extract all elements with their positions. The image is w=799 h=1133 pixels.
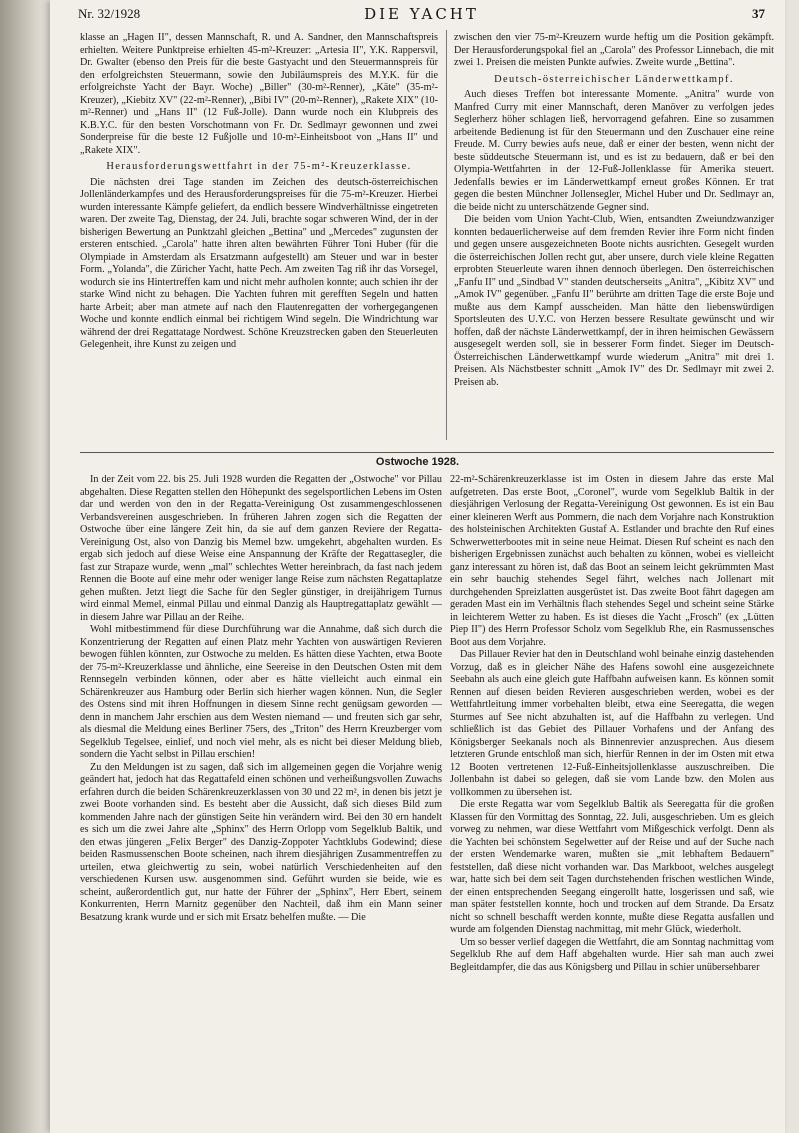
paragraph: Um so besser verlief dagegen die Wettfahrt, die am Sonntag nachmittag vom Segelklub Rhe auf dem Haff abgehalten wurde. Hier sah man auch zwei Begleitdampfer, die das aus Königsberg und Pillau in schier unübersehbarer — [450, 936, 774, 973]
section-heading: Herausforderungswettfahrt in der 75-m²-Kreuzerklasse. — [106, 161, 412, 172]
paragraph: Die beiden vom Union Yacht-Club, Wien, entsandten Zweiundzwanziger konnten bedauerlicherweise auf dem fremden Revier ihre Form nicht finden und gegen unsere ausgezeichneten Boote nichts ausrichten. Gesegelt wurden die österreichischen Jollen recht gut, aber unsere, durch viele kleine Regatten erprobten Steuerleute waren ihnen dennoch überlegen. Den österreichischen „Fanfu II" und „Sindbad V" standen deutscherseits „Anitra", „Kibitz XV" und „Amok IV" gegenüber. „Fanfu II" berührte am dritten Tage die erste Boje und mußte aus dem Kampf ausscheiden. Man hätte den liebenswürdigen Sportsleuten des U.Y.C. von Herzen bessere Resultate gewünscht und wir hoffen, daß der nächste Länderwettkampf, der in ihren heimischen Gewässern ausgesegelt werden soll, sie in besserer Form findet. Sieger im Deutsch-Österreichischen Länderwettkampf wurde wiederum „Anitra" mit drei 1. Preisen. Als Nächstbester schnitt „Amok IV" des Dr. Sedlmayr mit zwei 2. Preisen ab. — [454, 214, 774, 388]
section-heading: Deutsch-österreichischer Länderwettkampf. — [494, 73, 734, 85]
top-right-column — [454, 32, 774, 437]
paragraph: Auch dieses Treffen bot interessante Momente. „Anitra" wurde von Manfred Curry mit einer Mannschaft, deren Manöver zu verfolgen jedes Seglerherz höher schlagen ließ, hervorragend gefahren. Eine so zusammen arbeitende Bedienung ist für den Steuermann und den Zuschauer eine reine Freude. M. Curry bewies aufs neue, daß er einer der besten, wenn nicht der beste süddeutsche Steuermann ist, und es ist zu bedauern, daß er bei den Olympia-Wettfahrten in der 12-Fuß-Jollenklasse für Amerika steuert. Jedenfalls bewies er im Länderwettkampf erneut großes Können. Er trat gegen die besten Münchner Jollensegler, Michel Huber und Dr. Sedlmayr an, die beide nicht zu unterschätzende Gegner sind. — [454, 89, 774, 213]
bottom-right-column — [450, 474, 774, 1104]
column-divider — [446, 30, 447, 440]
paragraph: Die erste Regatta war vom Segelklub Baltik als Seeregatta für die großen Klassen für den Vormittag des Sonntag, 22. Juli, ausgeschrieben. Um es gleich vorweg zu nehmen, war diese Wettfahrt vom Mißgeschick verfolgt. Denn als die Yachten bei schönstem Segelwetter auf der Reise und auf der Suche nach der ersten Wendemarke waren, mußten sie „mit lebhaftem Bedauern" feststellen, daß diese nicht vorhanden war. Das Markboot, welches ausgelegt war, hatte sich bei dem seit Tagen durchstehenden frischen westlichen Winde, der einen entsprechenden Seegang eingerollt hatte, losgerissen und saß, wie man später feststellen konnte, hoch und trocken auf dem Strande. Da Ersatz nicht so schnell beschafft werden konnte, mußte diese Regatta ausfallen und wurde am folgenden Dienstag nachmittag, mit mehr Glück, wiederholt. — [450, 799, 774, 935]
paragraph: Die nächsten drei Tage standen im Zeichen des deutsch-österreichischen Jollenländerkampfes und des Herausforderungspreises für die 75-m²-Kreuzer. Hierbei wurden interessante Kämpfe geliefert, da endlich bessere Windverhältnisse eingetreten waren. Der zweite Tag, Dienstag, der 24. Juli, brachte sogar schweren Wind, der in der bisherigen Bewertung an Punktzahl gleichen „Bettina" und „Mercedes" zugunsten der ersteren entschied. „Carola" hatte ihren alten bewährten Führer Toni Huber (für die Olympiade in Amsterdam als Ersatzmann aufgestellt) am Steuer und war in bester Form. „Yolanda", die Züricher Yacht, hatte Pech. Am zweiten Tag riß ihr das Vorsegel, wodurch sie ins Hintertreffen kam und nicht mehr aufholen konnte; auch schien ihr der starke Wind nicht zu behagen. Die Yachten fuhren mit gerefften Segeln und hatten harte Arbeit; aber man atmete auf nach den Flautenregatten der vorhergegangenen Woche und konnte endlich einmal bei richtigem Wind segeln. Die Windrichtung war während der drei Regattatage Nordwest. Schöne Kreuzstrecken gaben den Steuerleuten Gelegenheit, ihre Kunst zu zeigen und — [80, 176, 438, 350]
paragraph: zwischen den vier 75-m²-Kreuzern wurde heftig um die Position gekämpft. Der Herausforderungspokal fiel an „Carola" des Professor Linnebach, die mit zwei 1. Preisen die meisten Punkte aufwies. Zweite wurde „Bettina". — [454, 32, 774, 68]
article-title: Ostwoche 1928. — [375, 456, 460, 468]
paragraph: In der Zeit vom 22. bis 25. Juli 1928 wurden die Regatten der „Ostwoche" vor Pillau abgehalten. Diese Regatten stellen den Höhepunkt des segelsportlichen Lebens im Osten dar und werden von den in der Regatta-Vereinigung Ost zusammengeschlossenen Verbandsvereinen ausgeschrieben. In früheren Jahren zogen sich die Regatten der Ostwoche über eine längere Zeit hin, da sie auf dem ganzen Reviere der Regatta-Vereinigung Ost, also von Danzig bis Memel bzw. umgekehrt, abgehalten wurden. Es ergab sich jedoch auf diese Weise eine Anspannung der Kräfte der Regattasegler, die fast zur Strapaze wurde, wenn „mal" schlechtes Wetter hereinbrach, da fast nach jedem Rennen die Boote auf eine mehr oder weniger lange Reise zum nächsten Regattaplatze gehen mußten. Jetzt liegt die Sache für den Segler günstiger, in dreijährigem Turnus wird einmal Memel, einmal Pillau und einmal Danzig als Hauptregattaplatz gewählt — in diesem Jahre war Pillau an der Reihe. — [80, 474, 442, 623]
binding-gutter — [0, 0, 50, 1133]
paragraph: Zu den Meldungen ist zu sagen, daß sich im allgemeinen gegen die Vorjahre wenig geändert hat, jedoch hat das Regattafeld einen schönen und verheißungsvollen Zuwachs erfahren durch die beiden Schärenkreuzerklassen von 30 und 22 m², in denen bis jetzt je zwei Boote vorhanden sind. Es besteht aber die Aussicht, daß sich dieses Bild zum kommenden Jahre nach der günstigen Seite hin verändern wird. Bei den 30 ern handelt es sich um die zwei Jahre alte „Sphinx" des Herrn Orlopp vom Segelklub Baltik, und den etwas jüngeren „Felix Berger" des Danzig-Zoppoter Yachtklubs Godewind; diese beiden Rasmussenschen Boote scheinen, nach ihrem diesjährigen Zusammentreffen zu urteilen, etwa gleichwertig zu sein, wobei natürlich Verschiedenheiten auf den verschiedenen Kursen usw. ausgenommen sind. Geführt wurden sie beide, wie es scheint, außerordentlich gut, nur hatte der Führer der „Sphinx", Herr Ebert, seinem Konkurrenten, Herrn Marnitz gegenüber den Nachteil, daß ihm ein Mann seiner Besatzung krank wurde und er sich mit Ersatz behelfen mußte. — Die — [80, 761, 442, 923]
issue-number: Nr. 32/1928 — [78, 6, 141, 21]
magazine-page — [50, 0, 785, 1133]
paragraph: Das Pillauer Revier hat den in Deutschland wohl beinahe einzig dastehenden Vorzug, daß es in gleicher Nähe des Hafens sowohl eine ausgezeichnete Seebahn als auch eine gleich gute Haffbahn aufweisen kann. Es können somit Rennen auf diesen beiden Revieren ausgeschrieben werden, wobei es der Wettfahrtleitung immer vorbehalten bleibt, etwa eine Seeregatta, die wegen Sturmes auf See nicht abzuhalten ist, auf die Haffbahn zu verlegen. Und schließlich ist das Gebiet des Pillauer Vorhafens und der Anfang des Königsberger Seekanals noch als Binnenrevier anzusprechen. Aus diesem letzteren Grunde entschloß man sich, hierfür Rennen in der im Osten mit etwa 12 Booten vertretenen 12-Fuß-Einheitsjollenklasse auszuschreiben. Die Jollenbahn ist dabei so gelegen, daß sie vom Lande bzw. den Molen aus vollkommen zu übersehen ist. — [450, 649, 774, 798]
top-left-column — [80, 32, 438, 452]
paragraph: Wohl mitbestimmend für diese Durchführung war die Annahme, daß sich durch die Konzentrierung der Regatten auf einen Platz mehr Yachten von auswärtigen Revieren bewogen fühlen könnten, zur Ostwoche zu melden. Es hätten diese Yachten, etwa Boote der 75-m²-Kreuzerklasse und ähnliche, eine Seereise in den Deutschen Osten mit dem Rennsegeln verbinden können, oder aber es hätte vielleicht auch einmal ein Schärenkreuzer aus Hamburg oder Berlin sich hierher wagen können. Nun, die Segler des Ostens sind mit ihren Hoffnungen in diesem Sinne recht genügsam geworden — denn in manchem Jahr erschien aus dem Westen niemand — und freuten sich gar sehr, als diesmal die Meldung eines Berliner 75ers, des „Triton" des Herrn Kreuzberger vom Segelklub Tegelsee, einlief, und noch viel mehr, als es nicht bei dieser Meldung blieb, sondern die Yacht selbst in Pillau erschien! — [80, 624, 442, 760]
page-number: 37 — [752, 6, 765, 21]
page-header — [78, 3, 765, 23]
paragraph: 22-m²-Schärenkreuzerklasse ist im Osten in diesem Jahre das erste Mal aufgetreten. Das erste Boot, „Coronel", wurde vom Segelklub Baltik in der diesjährigen Verlosung der Regatta-Vereinigung Ost gewonnen. Es ist ein Bau einer kleineren Werft aus Pommern, die nach dem Vorjahre nach Konstruktion des holsteinischen Architekten Gustaf A. Estlander und brachte den Ruf eines Schwerwetterbootes mit in seine neue Heimat. Diesen Ruf scheint es nach den bisherigen Ergebnissen zunächst auch behalten zu können, wobei es vielleicht ganz interessant zu hören ist, daß das Boot an seinem leicht gekrümmten Mast ein sehr bauchig stehendes Segel fährt, welches nach Jollenart mit durchgehenden Spreizlatten ausgerüstet ist. Das zweite Boot fährt dagegen am geraden Mast ein im Verhältnis flach stehendes Segel und scheint seine Stärke in leichterem Wetter zu haben. Es ist dieses die Yacht „Frosch" (ex „Lütten Piep II") des Herrn Professor Scholz vom Segelklub Rhe, ein Rasmussensches Boot aus dem Vorjahre. — [450, 474, 774, 648]
section-divider — [80, 452, 774, 453]
paragraph: klasse an „Hagen II", dessen Mannschaft, R. und A. Sandner, den Mannschaftspreis erhielten. Weitere Punktpreise erhielten 45-m²-Kreuzer: „Artesia II", Y.K. Rappersvil, Dr. Gwalter (ebenso den Preis für die beste Gastyacht und den Steuermannspreis für den erfolgreichsten Steuermann, sowie den Jubiläumspreis des M.Y.K. für die erfolgreichste Yacht der Bayr. Woche) „Biller" (30-m²-Renner), „Käte" (35-m²-Kreuzer), „Kiebitz XV" (22-m²-Renner), „Bibi IV" (20-m²-Renner), „Rakete XIX" (10-m²-Renner) und „Hans II" (12 Fuß-Jolle). Dann wurde noch ein Klubpreis des K.B.Y.C. für den besten Vorschotmann von Fr. Dr. Sedlmayr gewonnen und zwei Sonderpreise für die beste 12 Fußjolle und 10-m²-Einheitsboot von „Hans II" und „Rakete XIX". — [80, 32, 438, 156]
masthead: DIE YACHT — [364, 5, 479, 23]
bottom-left-column — [80, 474, 442, 1034]
